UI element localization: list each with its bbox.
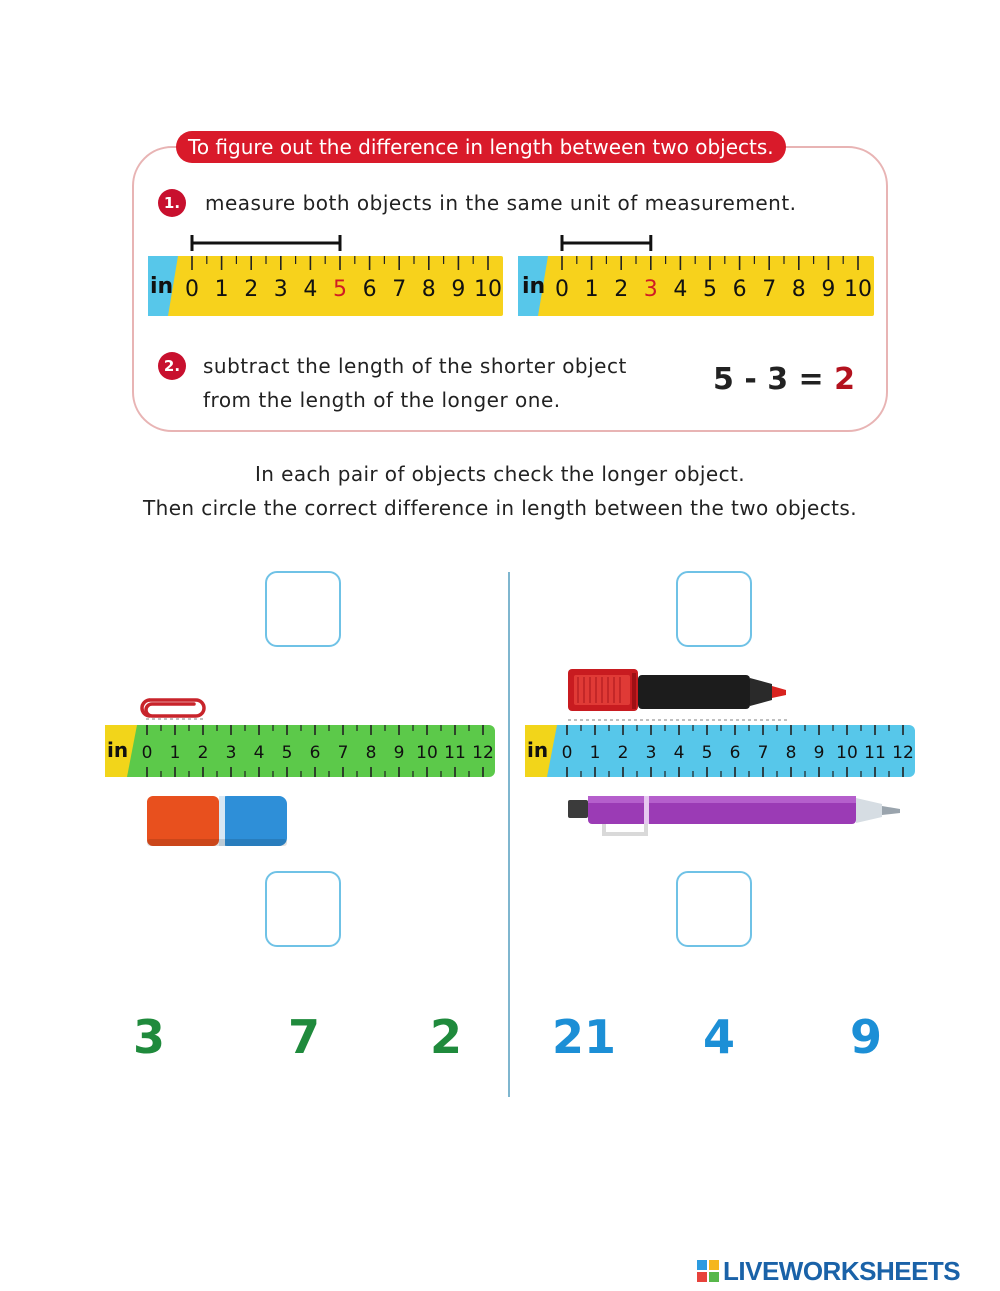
ruler-mark-label: 1 [584,277,599,302]
ruler-mark-label: 11 [864,743,886,763]
marker-image [566,665,796,717]
pen-image [566,790,906,838]
ruler-right [525,725,915,780]
ruler-mark-label: 0 [561,743,573,763]
ruler-mark-label: 6 [729,743,741,763]
right-top-check-box[interactable] [676,571,752,647]
ruler-mark-label: 5 [281,743,293,763]
left-bottom-check-box[interactable] [265,871,341,947]
brand-logo [697,1257,960,1285]
left-top-check-box[interactable] [265,571,341,647]
ruler-mark-label: 1 [214,277,229,302]
step-1-number: 1. [158,189,186,217]
ruler-mark-label: 4 [303,277,318,302]
instructions [0,457,1000,525]
ruler-mark-label: 4 [253,743,265,763]
marker-length-marker [568,717,793,723]
paperclip-length-marker [146,716,206,722]
ruler-mark-label: 1 [589,743,601,763]
example-equation [713,362,855,397]
ruler-mark-label: 9 [451,277,466,302]
step-2-line-2: from the length of the longer one. [203,388,561,412]
ruler-mark-label: 3 [645,743,657,763]
ruler-mark-label: 2 [614,277,629,302]
brand-name: LIVEWORKSHEETS [723,1255,961,1286]
ruler-top-2 [518,228,874,318]
ruler-mark-label: 3 [643,277,658,302]
ruler-mark-label: 0 [141,743,153,763]
ruler-mark-label: 9 [821,277,836,302]
ruler-top-1 [148,228,503,318]
left-answer-option-2[interactable]: 7 [288,1010,321,1064]
paperclip-image [142,688,208,718]
ruler-mark-label: 3 [225,743,237,763]
ruler-mark-label: 10 [416,743,438,763]
ruler-mark-label: 8 [791,277,806,302]
instruction-line-2: Then circle the correct difference in length between the two objects. [143,496,857,520]
ruler-mark-label: 10 [474,277,502,302]
right-answer-option-1[interactable]: 21 [552,1010,617,1064]
left-answer-option-3[interactable]: 2 [430,1010,463,1064]
ruler-mark-label: 10 [844,277,872,302]
ruler-left [105,725,495,780]
ruler-mark-label: 7 [757,743,769,763]
ruler-mark-label: 8 [785,743,797,763]
ruler-mark-label: 5 [701,743,713,763]
ruler-mark-label: 9 [393,743,405,763]
ruler-mark-label: 11 [444,743,466,763]
ruler-mark-label: 7 [762,277,777,302]
ruler-mark-label: 4 [673,743,685,763]
ruler-mark-label: 0 [555,277,569,302]
ruler-mark-label: 8 [421,277,436,302]
right-bottom-check-box[interactable] [676,871,752,947]
ruler-mark-label: 2 [244,277,259,302]
ruler-mark-label: 8 [365,743,377,763]
right-answer-option-3[interactable]: 9 [850,1010,883,1064]
ruler-mark-label: 5 [333,277,347,302]
ruler-mark-label: 6 [309,743,321,763]
ruler-mark-label: 2 [617,743,629,763]
ruler-mark-label: 9 [813,743,825,763]
ruler-bar [148,256,503,316]
ruler-mark-label: 12 [472,743,494,763]
ruler-mark-label: 1 [169,743,181,763]
ruler-mark-label: 10 [836,743,858,763]
ruler-unit-label: in [107,738,129,763]
step-1-text: measure both objects in the same unit of measurement. [205,191,797,215]
instruction-line-1: In each pair of objects check the longer object. [255,462,745,486]
step-2-number: 2. [158,352,186,380]
ruler-mark-label: 7 [337,743,349,763]
ruler-mark-label: 2 [197,743,209,763]
ruler-mark-label: 0 [185,277,199,302]
right-answer-option-2[interactable]: 4 [703,1010,736,1064]
step-2-line-1: subtract the length of the shorter object [203,354,627,378]
equation-result: 2 [834,362,855,397]
left-answer-option-1[interactable]: 3 [133,1010,166,1064]
equation-left: 5 - 3 = [713,362,824,397]
ruler-mark-label: 4 [673,277,688,302]
liveworksheets-icon [697,1260,719,1282]
info-title: To figure out the difference in length between two objects. [176,131,786,163]
eraser-image [146,793,291,849]
left-answer-options [0,1010,500,1070]
ruler-unit-label: in [522,274,546,300]
ruler-unit-label: in [527,738,549,763]
ruler-unit-label: in [150,274,174,300]
ruler-mark-label: 6 [732,277,747,302]
ruler-mark-label: 6 [362,277,377,302]
right-answer-options [510,1010,930,1070]
ruler-mark-label: 3 [273,277,288,302]
ruler-mark-label: 12 [892,743,914,763]
ruler-mark-label: 7 [392,277,407,302]
ruler-mark-label: 5 [703,277,717,302]
